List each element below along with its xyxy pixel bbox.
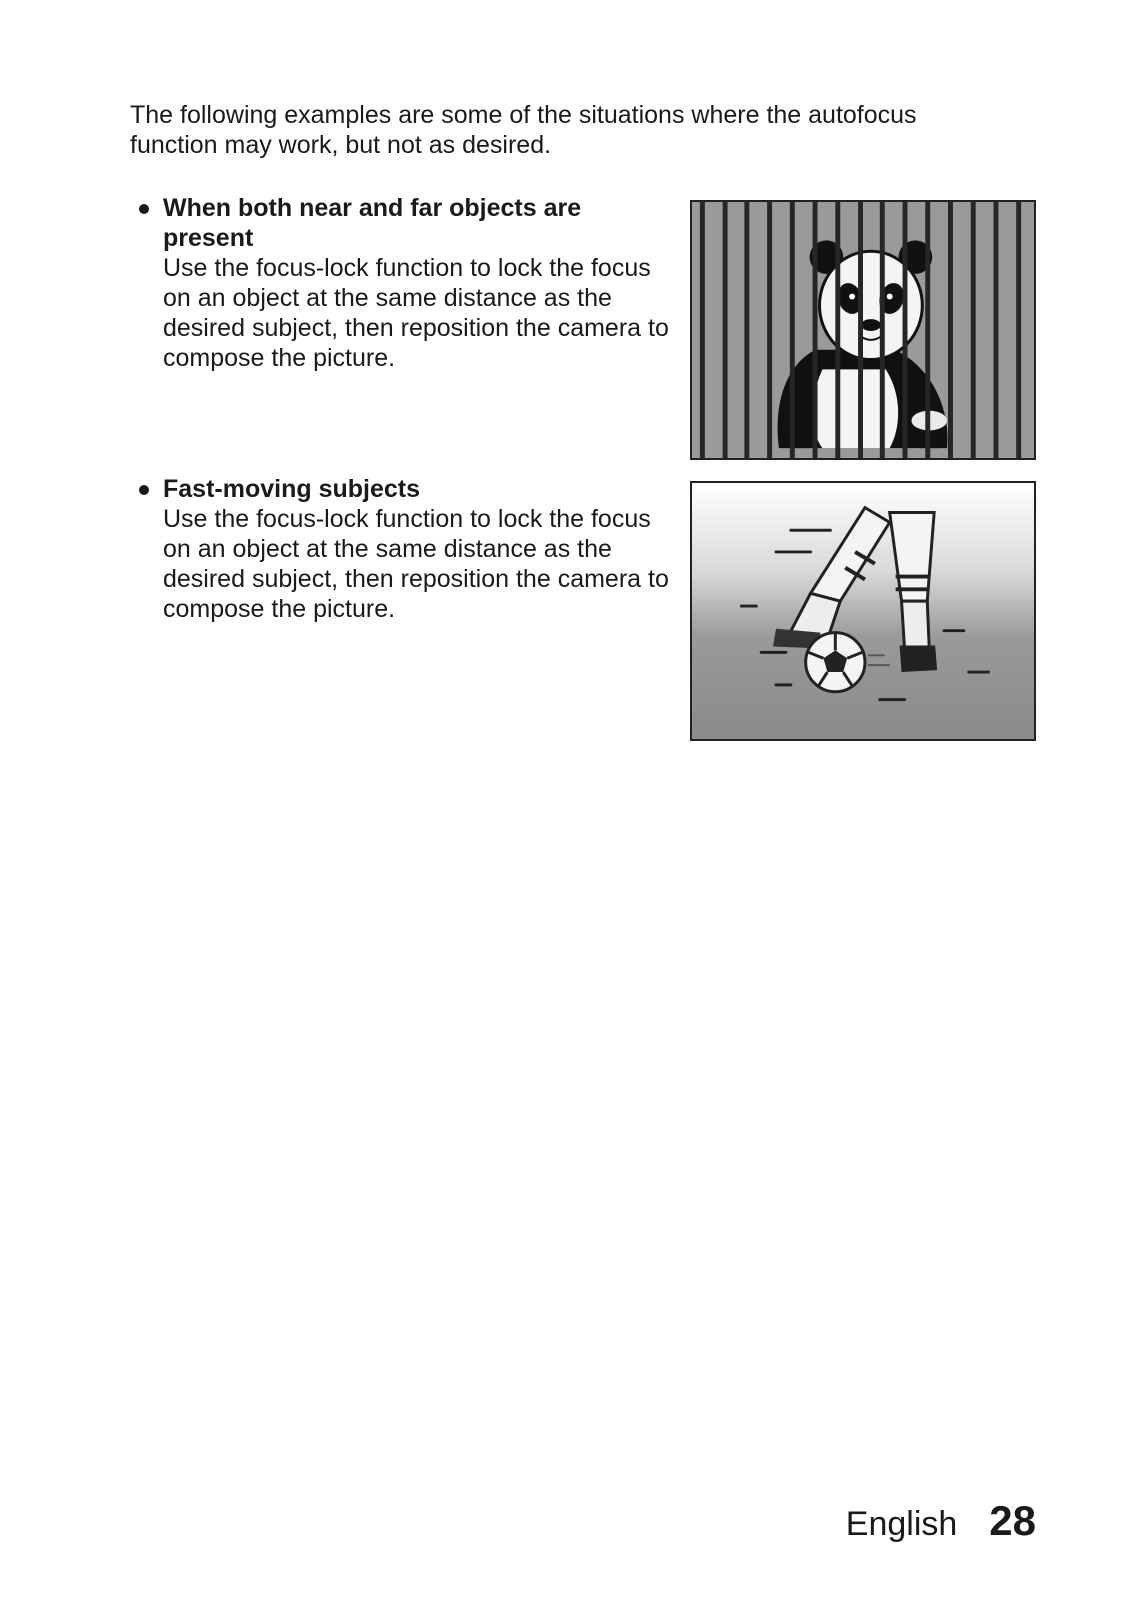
heading-line: Fast-moving subjects	[163, 475, 420, 503]
section-heading	[130, 474, 670, 504]
bullet-icon	[130, 474, 163, 504]
heading-line: When both near and far objects are	[163, 194, 582, 222]
section-near-far-objects	[130, 193, 670, 373]
section-fast-moving-subjects	[130, 474, 670, 624]
page-number: 28	[989, 1497, 1036, 1544]
heading-line: present	[163, 224, 254, 252]
soccer-ball-icon	[692, 483, 1034, 739]
panda-behind-bars-illustration	[690, 200, 1036, 460]
soccer-player-illustration	[690, 481, 1036, 741]
bullet-icon	[130, 193, 163, 223]
footer-language: English	[845, 1505, 958, 1543]
section-body: Use the focus-lock function to lock the focus on an object at the same distance as the desired subject, then reposition the camera to compose the picture.	[163, 505, 669, 623]
page-footer	[846, 1497, 1036, 1545]
intro-paragraph: The following examples are some of the situations where the autofocus function may work, but not as desired.	[130, 101, 917, 159]
section-heading	[130, 193, 670, 253]
section-body: Use the focus-lock function to lock the focus on an object at the same distance as the desired subject, then reposition the camera to compose the picture.	[163, 254, 669, 372]
panda-icon	[692, 202, 1034, 458]
